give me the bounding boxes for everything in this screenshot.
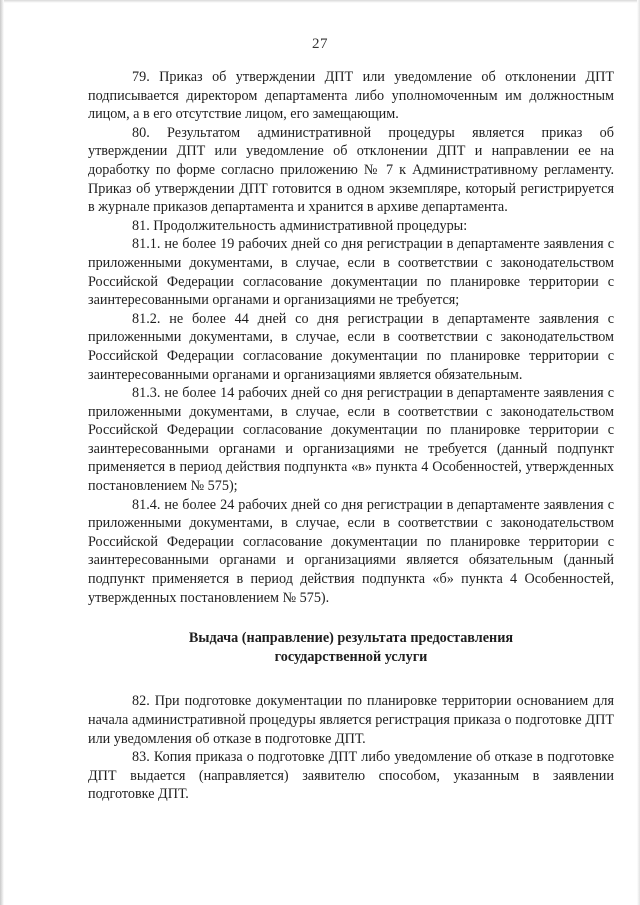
scan-edge-top: [0, 0, 640, 3]
section-heading-line-1: Выдача (направление) результата предоставления: [188, 630, 514, 647]
paragraph-81-3: 81.3. не более 14 рабочих дней со дня регистрации в департаменте заявления с приложенными документами, в случае, если в соответствии с законодательством Российской Федерации согласование документации по планировке территории с заинтересованными органами и организациями не требуется (данный подпункт применяется в период действия подпункта «в» пункта 4 Особенностей, утвержденных постановлением № 575);: [88, 385, 614, 495]
paragraph-82: 82. При подготовке документации по планировке территории основанием для начала административной процедуры является регистрация приказа о подготовке ДПТ или уведомления об отказе в подготовке ДПТ.: [88, 693, 614, 747]
paragraph-81-1: 81.1. не более 19 рабочих дней со дня регистрации в департаменте заявления с приложенными документами, в случае, если в соответствии с законодательством Российской Федерации согласование документации по планировке территории с заинтересованными органами и организациями не требуется;: [88, 236, 614, 309]
paragraph-80: 80. Результатом административной процедуры является приказ об утверждении ДПТ или уведомление об отклонении ДПТ и направлении ее на доработку по форме согласно приложению № 7 к Административному регламенту. Приказ об утверждении ДПТ готовится в одном экземпляре, который регистрируется в журнале приказов департамента и хранится в архиве департамента.: [88, 124, 614, 216]
paragraph-79: 79. Приказ об утверждении ДПТ или уведомление об отклонении ДПТ подписывается директором департамента либо уполномоченным им должностным лицом, а в его отсутствие лицом, его замещающим.: [88, 69, 614, 123]
paragraph-81-4: 81.4. не более 24 рабочих дней со дня регистрации в департаменте заявления с приложенными документами, в случае, если в соответствии с законодательством Российской Федерации согласование документации по планировке территории с заинтересованными органами и организациями является обязательным (данный подпункт применяется в период действия подпункта «б» пункта 4 Особенностей, утвержденных постановлением № 575).: [88, 496, 614, 606]
page-number: 27: [312, 36, 328, 52]
paragraph-83: 83. Копия приказа о подготовке ДПТ либо уведомление об отказе в подготовке ДПТ выдается (направляется) заявителю способом, указанным в заявлении подготовке ДПТ.: [88, 749, 614, 803]
section-heading-line-2: государственной услуги: [274, 648, 428, 665]
paragraph-81-2: 81.2. не более 44 дней со дня регистрации в департаменте заявления с приложенными документами, в случае, если в соответствии с законодательством Российской Федерации согласование документации по планировке территории с заинтересованными органами и организациями является обязательным.: [88, 310, 614, 383]
scan-edge-left: [0, 0, 4, 905]
section-heading: [88, 629, 614, 666]
document-body: [88, 68, 614, 804]
paragraph-81: 81. Продолжительность административной процедуры:: [132, 217, 468, 234]
